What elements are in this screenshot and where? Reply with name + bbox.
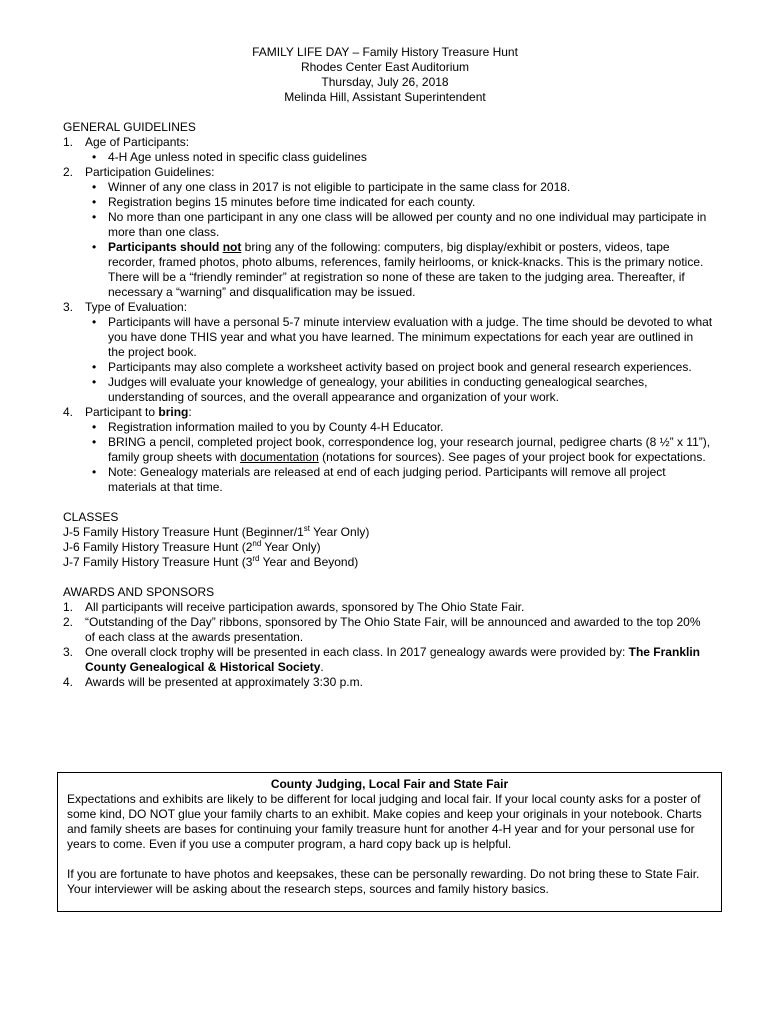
general-guidelines-heading: GENERAL GUIDELINES: [63, 120, 196, 134]
ordinal-suffix: nd: [252, 539, 262, 548]
bold-text: Participants should: [108, 240, 223, 254]
guideline-participation: [63, 165, 713, 180]
guideline-age: [63, 135, 713, 150]
class-j6: [63, 540, 713, 555]
classes-heading: CLASSES: [63, 510, 119, 524]
award-item: [63, 645, 713, 675]
award-item: [63, 675, 713, 690]
bullet-item: • Participants may also complete a worksheet activity based on project book and general research experiences.: [85, 360, 713, 375]
item-number: 4.: [63, 405, 74, 419]
class-text: Year and Beyond): [259, 555, 359, 569]
class-j7: [63, 555, 713, 570]
evaluation-bullets: [63, 315, 713, 405]
award-text: Awards will be presented at approximately 3:30 p.m.: [85, 675, 363, 689]
fair-info-paragraph: Expectations and exhibits are likely to be different for local judging and local fair. If your local county asks for a poster of some kind, DO NOT glue your family charts to an exhibit. Make copies and keep your originals in your notebook. Charts and family sheets are bases for continuing your family treasure hunt for another 4-H year and for your personal use for years to come. Even if you use a computer program, a hard copy back up is helpful.: [67, 792, 702, 851]
award-text: One overall clock trophy will be presented in each class. In 2017 genealogy awards were provided by:: [85, 645, 629, 659]
bullet-item: • 4-H Age unless noted in specific class guidelines: [85, 150, 713, 165]
item-title: Participant to: [85, 405, 159, 419]
underlined-not: not: [222, 240, 242, 254]
fair-info-box: [57, 772, 722, 912]
award-item: [63, 615, 713, 645]
class-text: Year Only): [261, 540, 321, 554]
bring-bullets: [63, 420, 713, 495]
item-number: 2.: [63, 165, 74, 179]
award-text: “Outstanding of the Day” ribbons, sponsored by The Ohio State Fair, will be announced and awarded to the top 20% of each class at the awards presentation.: [85, 615, 701, 644]
award-text-end: .: [320, 660, 324, 674]
bullet-item: • Registration information mailed to you by County 4-H Educator.: [85, 420, 713, 435]
class-j5: [63, 525, 713, 540]
award-text: All participants will receive participation awards, sponsored by The Ohio State Fair.: [85, 600, 525, 614]
sponsor-name: The Franklin County Genealogical & Historical Society: [85, 645, 700, 674]
bold-bring: bring: [158, 405, 189, 419]
age-bullets: [63, 150, 713, 165]
awards-section: [63, 585, 713, 690]
ordinal-suffix: rd: [252, 554, 260, 563]
guideline-bring: [63, 405, 713, 420]
event-superintendent: Melinda Hill, Assistant Superintendent: [284, 90, 486, 104]
event-date: Thursday, July 26, 2018: [321, 75, 449, 89]
bullet-text: bring any of the following: computers, big display/exhibit or posters, videos, tape recorder, framed photos, photo albums, references, family heirlooms, or knick-knacks. This is the primary notice. There will be a “friendly reminder” at registration so none of these are taken to the judging area. Thereafter, if necessary a “warning” and disqualification may be issued.: [108, 240, 704, 299]
award-item: [63, 600, 713, 615]
participation-bullets: [63, 180, 713, 300]
item-title-colon: :: [188, 405, 192, 419]
guideline-evaluation: [63, 300, 713, 315]
item-number: 3.: [63, 645, 74, 659]
bullet-item: • Registration begins 15 minutes before time indicated for each county.: [85, 195, 713, 210]
bullet-item: • Judges will evaluate your knowledge of genealogy, your abilities in conducting genealogical searches, understanding of sources, and the overall appearance and organization of your work.: [85, 375, 713, 405]
underlined-documentation: documentation: [240, 450, 319, 464]
item-title: Age of Participants:: [85, 135, 190, 149]
awards-heading: AWARDS AND SPONSORS: [63, 585, 215, 599]
item-number: 3.: [63, 300, 74, 314]
bullet-item-prohibited: [85, 240, 713, 300]
bullet-item-bring-list: [85, 435, 713, 465]
item-number: 2.: [63, 615, 74, 629]
fair-info-paragraph: If you are fortunate to have photos and keepsakes, these can be personally rewarding. Do not bring these to State Fair. Your interviewer will be asking about the research steps, sources and family history basics.: [67, 867, 700, 896]
class-text: Year Only): [309, 525, 370, 539]
event-title: FAMILY LIFE DAY – Family History Treasure Hunt: [252, 45, 518, 59]
bullet-item: • No more than one participant in any one class will be allowed per county and no one individual may participate in more than one class.: [85, 210, 713, 240]
bullet-item: • Winner of any one class in 2017 is not eligible to participate in the same class for 2018.: [85, 180, 713, 195]
item-number: 4.: [63, 675, 74, 689]
bullet-text: BRING a pencil, completed project book, correspondence log, your research journal, pedigree charts (8 ½” x 11”), family group sheets with: [108, 435, 711, 464]
item-title: Participation Guidelines:: [85, 165, 215, 179]
bullet-text: (notations for sources). See pages of your project book for expectations.: [318, 450, 706, 464]
class-text: J-7 Family History Treasure Hunt (3: [63, 555, 253, 569]
item-number: 1.: [63, 135, 74, 149]
document-body: [63, 120, 713, 690]
class-text: J-5 Family History Treasure Hunt (Beginner/1: [63, 525, 304, 539]
event-location: Rhodes Center East Auditorium: [300, 60, 470, 74]
general-guidelines-section: [63, 120, 713, 495]
item-number: 1.: [63, 600, 74, 614]
document-header: [0, 45, 770, 105]
ordinal-suffix: st: [303, 524, 310, 533]
bullet-item: • Participants will have a personal 5-7 minute interview evaluation with a judge. The time should be devoted to what you have done THIS year and what you have learned. The minimum expectations for each year are outlined in the project book.: [85, 315, 713, 360]
fair-info-title: County Judging, Local Fair and State Fair: [270, 777, 509, 791]
classes-section: [63, 510, 713, 570]
item-title: Type of Evaluation:: [85, 300, 188, 314]
class-text: J-6 Family History Treasure Hunt (2: [63, 540, 253, 554]
bullet-item: • Note: Genealogy materials are released at end of each judging period. Participants will remove all project materials at that time.: [85, 465, 713, 495]
